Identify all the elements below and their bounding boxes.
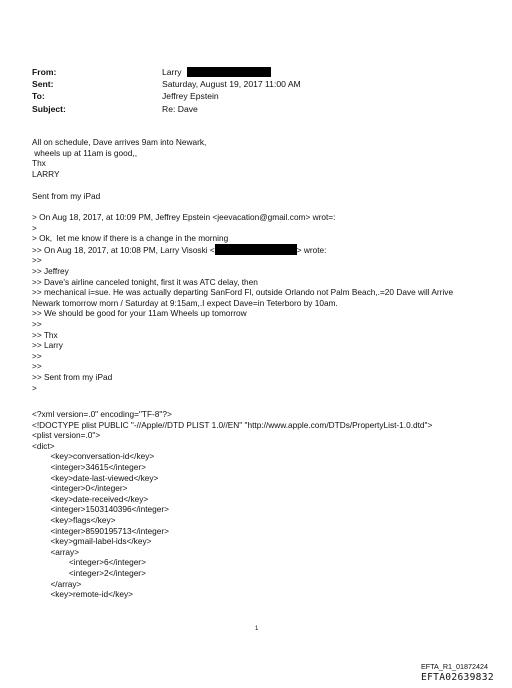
quoted-line: >> Jeffrey <box>32 265 69 276</box>
to-row <box>32 90 301 102</box>
plist-line: <integer>34615</integer> <box>32 461 146 472</box>
message-line: wheels up at 11am is good,, <box>32 147 138 158</box>
plist-line: <key>conversation-id</key> <box>32 451 155 462</box>
page-number: 1 <box>255 626 259 632</box>
from-value: Larry <box>162 67 182 77</box>
plist-line: <key>remote-id</key> <box>32 589 133 600</box>
plist-line: <plist version=.0"> <box>32 430 101 441</box>
plist-line: <dict> <box>32 440 55 451</box>
quoted-line: > Ok, let me know if there is a change in the morning <box>32 233 229 244</box>
message-line: All on schedule, Dave arrives 9am into Newark, <box>32 137 207 147</box>
plist-line: <integer>8590195713</integer> <box>32 525 170 536</box>
to-label: To: <box>32 91 45 102</box>
bates-number-2: EFTA02639832 <box>421 672 494 683</box>
subject-value: Re: Dave <box>162 103 198 114</box>
subject-row <box>32 103 301 115</box>
plist-line: <key>date-received</key> <box>32 493 149 504</box>
quoted-line: >> Dave's airline canceled tonight, first it was ATC delay, then <box>32 276 258 287</box>
plist-line: <!DOCTYPE plist PUBLIC "-//Apple//DTD PLIST 1.0//EN" "http://www.apple.com/DTDs/PropertyList-1.0.dtd"> <box>32 419 433 430</box>
quoted-line: >> <box>32 350 42 361</box>
plist-line: <integer>1503140396</integer> <box>32 504 170 515</box>
message-line: LARRY <box>32 168 60 179</box>
quoted-line: >> <box>32 255 42 266</box>
bates-number-1: EFTA_R1_01872424 <box>421 662 488 671</box>
signature: Sent from my iPad <box>32 191 101 201</box>
sent-value: Saturday, August 19, 2017 11:00 AM <box>162 79 301 90</box>
quoted-line: >> mechanical i=sue. He was actually departing SanFord Fl, outside Orlando not Palm Beach,.=20 Dave will Arrive <box>32 287 454 298</box>
plist-line: <key>date-last-viewed</key> <box>32 472 159 483</box>
quoted-line: > <box>32 222 37 233</box>
plist-line: <integer>6</integer> <box>32 557 146 568</box>
quoted-thread <box>32 212 453 393</box>
plist-line: <key>gmail-label-ids</key> <box>32 536 152 547</box>
redaction-box <box>215 244 297 255</box>
sent-row <box>32 78 301 90</box>
subject-label: Subject: <box>32 103 66 114</box>
plist-line: <integer>0</integer> <box>32 483 128 494</box>
plist-block <box>32 409 432 600</box>
plist-line: <key>flags</key> <box>32 514 116 525</box>
quoted-line: Newark tomorrow morn / Saturday at 9:15am,.I expect Dave=in Teterboro by 10am. <box>32 297 338 308</box>
from-label: From: <box>32 67 57 77</box>
quoted-line: >> <box>32 318 42 329</box>
quoted-line: >> Thx <box>32 329 58 340</box>
plist-line: <?xml version=.0" encoding="TF-8"?> <box>32 409 172 419</box>
plist-line: <integer>2</integer> <box>32 567 146 578</box>
plist-line: <array> <box>32 546 80 557</box>
quoted-line: >> Larry <box>32 340 63 351</box>
quoted-line: >> Sent from my iPad <box>32 371 113 382</box>
message-line: Thx <box>32 158 46 169</box>
to-value: Jeffrey Epstein <box>162 91 219 102</box>
quoted-line: >> <box>32 361 42 372</box>
quoted-line: >> We should be good for your 11am Wheels up tomorrow <box>32 308 247 319</box>
quoted-line: >> On Aug 18, 2017, at 10:08 PM, Larry Visoski < > wrote: <box>32 244 327 255</box>
email-header <box>32 66 301 115</box>
quoted-line: > <box>32 382 37 393</box>
plist-line: </array> <box>32 578 82 589</box>
from-row <box>32 66 301 78</box>
message-body <box>32 137 206 179</box>
redaction-box <box>187 67 271 77</box>
quoted-line: > On Aug 18, 2017, at 10:09 PM, Jeffrey Epstein <jeevacation@gmail.com> wrot=: <box>32 212 336 222</box>
sent-label: Sent: <box>32 79 54 90</box>
